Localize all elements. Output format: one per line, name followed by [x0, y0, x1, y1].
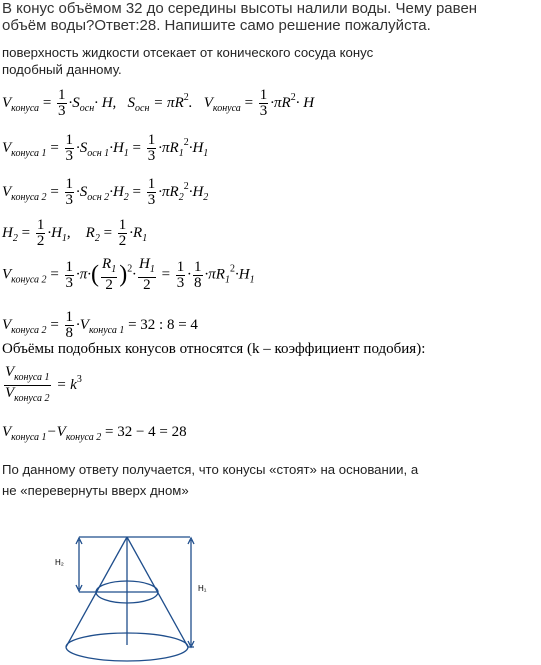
f5-tail2: ·H	[234, 266, 250, 283]
f2-mid: ·S	[76, 139, 88, 156]
f3-lhs-sub: конуса 2	[11, 191, 47, 203]
f1-tail: ·πR	[270, 94, 291, 111]
f3-tail: ·πR	[158, 183, 179, 200]
f2-lhs-sub: конуса 1	[11, 147, 47, 159]
f6-mid-sub: конуса 1	[88, 324, 125, 336]
f6-den: 8	[65, 325, 74, 341]
f4-eq2: =	[103, 224, 113, 241]
f2-mid2: ·H	[109, 139, 124, 156]
f5-lhs-sub: конуса 2	[11, 274, 47, 286]
f5-r-sup: 2	[229, 263, 235, 275]
f1-v2: V	[203, 94, 213, 111]
f3-r-sup: 2	[183, 180, 189, 192]
f1-pir: = πR	[153, 94, 184, 111]
f4-c: R	[85, 224, 95, 241]
f1-num2: 1	[259, 87, 268, 103]
f1-dot: .	[188, 94, 193, 111]
f5-num2: 1	[176, 258, 185, 275]
f4-eq: =	[21, 224, 31, 241]
f4-b: ·H	[47, 224, 62, 241]
f3-r-sub: 2	[178, 191, 184, 203]
f1-sq: 2	[183, 91, 189, 103]
f1-den: 3	[58, 103, 66, 119]
f5-rparen: )	[119, 261, 128, 288]
f5-hn-sub: 1	[149, 264, 155, 275]
conclusion-note: По данному ответу получается, что конусы «стоят» на основании, а не «перевернуты вверх дном»	[2, 462, 419, 498]
f2-den: 3	[65, 148, 74, 164]
f5-hn: H	[138, 256, 150, 272]
f3-den2: 3	[147, 192, 156, 208]
f5-dot2: ·	[187, 266, 192, 283]
f4-a: H	[2, 224, 13, 241]
f2-eq2: =	[132, 139, 141, 156]
f3-mid2: ·H	[109, 183, 124, 200]
f1-eq: =	[42, 94, 52, 111]
intro-text: поверхность жидкости отсекает от конического сосуда конус подобный данному.	[2, 45, 374, 77]
similar-cones-text: Объёмы подобных конусов относятся (k – коэффициент подобия):	[2, 341, 426, 357]
f2-eq: =	[50, 139, 59, 156]
f1-tail2: · H	[295, 94, 315, 111]
f8-b-sub: конуса 2	[65, 432, 102, 443]
f2-h2-sub: 1	[203, 147, 209, 159]
f3-num: 1	[65, 176, 74, 192]
f2-num2: 1	[147, 132, 156, 148]
f4-den2: 2	[118, 233, 127, 249]
f2-h-sub: 1	[123, 147, 129, 159]
f4-comma: ,	[66, 224, 71, 241]
f2-tail: ·πR	[158, 139, 179, 156]
f7-eq: = k	[56, 376, 77, 393]
f7-n: V	[5, 364, 15, 380]
f1-s: ·S	[68, 94, 80, 111]
f2-tail2: ·H	[188, 139, 204, 156]
f6-mid: ·V	[76, 316, 89, 333]
f5-lhs: V	[2, 266, 12, 283]
f5-den3: 8	[194, 274, 202, 291]
f2-r-sub: 1	[178, 147, 184, 159]
f5-sq: 2	[127, 263, 133, 275]
f2-lhs: V	[2, 139, 12, 156]
f1-v2-sub: конуса	[212, 102, 241, 114]
f5-rn: R	[102, 256, 112, 272]
f4-e-sub: 1	[142, 232, 148, 244]
f5-tail: ·πR	[204, 266, 225, 283]
label-h2: H₂	[55, 558, 64, 567]
question-text: В конус объёмом 32 до середины высоты налили воды. Чему равен объём воды?Ответ:28. Напишите само решение пожалуйста.	[2, 0, 478, 34]
f3-eq2: =	[132, 183, 141, 200]
f3-eq: =	[50, 183, 59, 200]
f6-num: 1	[65, 309, 74, 325]
f1-v-sub: конуса	[11, 102, 40, 114]
f3-den: 3	[65, 192, 74, 208]
f5-den2: 3	[176, 274, 185, 291]
f8-a: V	[2, 424, 12, 440]
f2-num: 1	[65, 132, 74, 148]
f4-num2: 1	[118, 217, 127, 233]
f3-tail2: ·H	[188, 183, 204, 200]
f2-den2: 3	[147, 148, 156, 164]
f5-eq: =	[50, 266, 59, 283]
f3-mid: ·S	[76, 183, 88, 200]
f1-sq2: 2	[290, 91, 296, 103]
f5-lparen: (	[91, 261, 100, 288]
f1-eq3: =	[244, 94, 254, 111]
f1-s2: S	[127, 94, 136, 111]
f5-h-sub: 1	[249, 274, 255, 286]
f1-osn: осн	[79, 102, 95, 114]
f1-v: V	[2, 94, 12, 111]
f5-r-sub: 1	[224, 274, 230, 286]
f5-eq2: =	[161, 266, 171, 283]
f7-n-sub: конуса 1	[14, 372, 50, 383]
f5-rd: 2	[105, 277, 113, 293]
f7-d-sub: конуса 2	[14, 393, 50, 404]
f1-s2-sub: осн	[135, 102, 150, 114]
f7-sup: 3	[76, 373, 82, 385]
f8-a-sub: конуса 1	[11, 432, 47, 443]
f6-lhs-sub: конуса 2	[11, 324, 47, 336]
f5-dot: ·	[132, 266, 136, 283]
f7-d: V	[5, 385, 15, 401]
f6-eq: =	[50, 316, 59, 333]
f4-c-sub: 2	[94, 232, 100, 244]
f4-b-sub: 1	[61, 232, 67, 244]
f2-mid-sub: осн 1	[87, 147, 110, 159]
f3-h2-sub: 2	[203, 191, 209, 203]
f4-num: 1	[36, 217, 45, 233]
f5-den: 3	[65, 274, 74, 291]
f8-rest: = 32 − 4 = 28	[105, 424, 187, 440]
f1-den2: 3	[259, 103, 268, 119]
f5-pi: ·π·	[76, 266, 92, 283]
f3-lhs: V	[2, 183, 12, 200]
f6-rest: = 32 : 8 = 4	[128, 316, 198, 333]
f1-num: 1	[58, 87, 66, 103]
f5-hd: 2	[143, 277, 151, 293]
f1-h: · H,	[94, 94, 117, 111]
f3-mid-sub: осн 2	[87, 191, 110, 203]
f5-rn-sub: 1	[111, 264, 117, 275]
f4-den: 2	[36, 233, 45, 249]
f5-num: 1	[65, 258, 74, 275]
cone-shape	[66, 537, 194, 661]
label-h1: H₁	[198, 584, 207, 593]
f2-r-sup: 2	[183, 136, 189, 148]
f8-minus: −V	[46, 424, 66, 440]
f4-a-sub: 2	[12, 232, 18, 244]
f3-num2: 1	[147, 176, 156, 192]
f3-h-sub: 2	[123, 191, 129, 203]
f5-num3: 1	[194, 258, 202, 275]
f6-lhs: V	[2, 316, 12, 333]
f4-e: ·R	[129, 224, 143, 241]
